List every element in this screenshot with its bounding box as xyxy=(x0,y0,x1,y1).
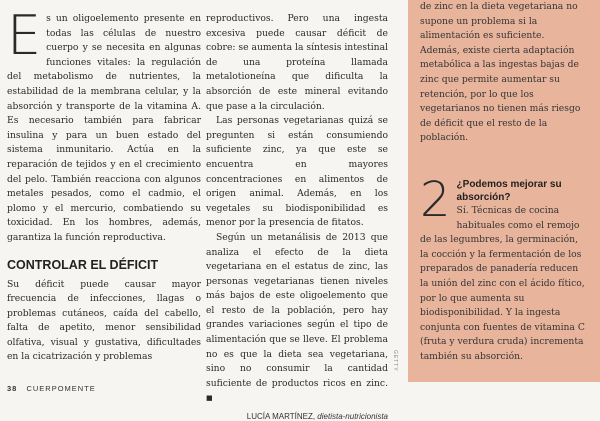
sidebar-paragraph: de zinc en la dieta vegetariana no supone un problema si la alimentación es suficiente. Además, existe cierta adaptación metabólica a las ingestas bajas de zinc que permite aumentar su retención, por lo que los vegetarianos no tienen más riesgo de déficit que el resto de la población. xyxy=(420,1,581,144)
paragraph: Las personas vegetarianas quizá se pregunten si están consumiendo suficiente zinc, ya que este se encuentra en mayores concentraciones en alimentos de origen animal. Además, en los vegetales su biodisponibilidad es menor por la presencia de fitatos. xyxy=(206,115,388,229)
paragraph xyxy=(206,231,388,406)
intro-paragraph xyxy=(7,4,201,246)
sidebar-box xyxy=(408,0,600,382)
author-role: dietista-nutricionista xyxy=(317,412,388,421)
question-heading: ¿Podemos mejorar su absorción? xyxy=(456,178,562,203)
paragraph-text: Según un metanálisis de 2013 que analiza el efecto de la dieta vegetariana en el estatus de zinc, las personas vegetarianas tienen niveles más bajos de este oligoelemento que el resto de la población, pero hay grandes variaciones según el tipo de alimentación que se lleve. El problema no es que la dieta sea vegetariana, sino no consumir la cantidad suficiente de productos ricos en zinc. xyxy=(206,231,388,389)
author-signature xyxy=(206,412,388,421)
paragraph: reproductivos. Pero una ingesta excesiva puede causar déficit de cobre: se aumenta la síntesis intestinal de una proteína llamada metalotioneína que dificulta la absorción de este mineral evitando que pase a la circulación. xyxy=(206,13,389,112)
deficit-paragraph: Su déficit puede causar mayor frecuencia de infecciones, llagas o problemas cutáneos, caída del cabello, falta de apetito, menor sensibilidad olfativa, visual y gustativa, dificultades en la cicatrización y problemas xyxy=(7,278,201,363)
page-footer xyxy=(7,384,96,393)
drop-cap: E xyxy=(7,4,42,67)
column-2 xyxy=(206,12,388,421)
page-number: 38 xyxy=(7,384,18,393)
magazine-name: CUERPOMENTE xyxy=(26,384,96,393)
author-name: LUCÍA MARTÍNEZ, xyxy=(246,412,316,421)
question-block xyxy=(420,171,586,365)
column-1 xyxy=(7,4,201,365)
intro-text: s un oligoelemento presente en todas las células de nuestro cuerpo y se necesita en algunas funciones vitales: la regulación del metabolismo de nutrientes, la estabilidad de la membrana celular, y la absorción y transporte de la vitamina A. Es necesario también para fabricar insulina y para un buen estado del sistema inmunitario. Actúa en la reparación de tejidos y en el crecimiento del pelo. También reacciona con algunos metales pesados, como el cadmio, el plomo y el mercurio, combatiendo su toxicidad. En los hombres, además, garantiza la función reproductiva. xyxy=(7,13,201,243)
question-number: 2 xyxy=(420,171,451,228)
photo-credit: GETTY xyxy=(392,350,398,372)
end-mark: ■ xyxy=(206,394,213,403)
answer-paragraph: Sí. Técnicas de cocina habituales como el remojo de las legumbres, la germinación, la cocción y la fermentación de los preparados de panadería reducen la unión del zinc con el ácido fítico, por lo que aumenta su biodisponibilidad. Y la ingesta conjunta con fuentes de vitamina C (fruta y verdura cruda) incrementa también su absorción. xyxy=(420,204,585,362)
section-heading: CONTROLAR EL DÉFICIT xyxy=(7,257,159,272)
